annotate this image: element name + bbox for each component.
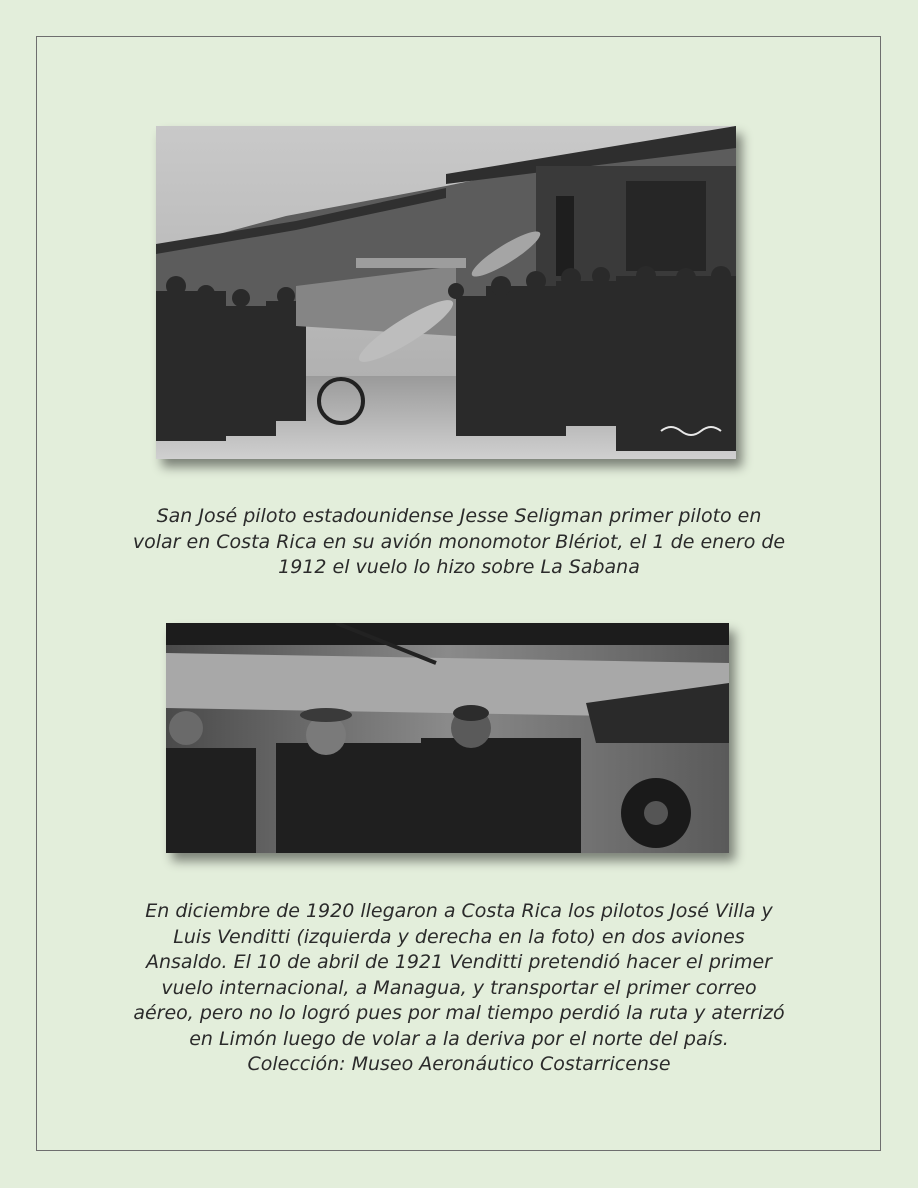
caption-first-photo (100, 504, 818, 581)
caption-line: Ansaldo. El 10 de abril de 1921 Venditti pretendió hacer el primer (145, 951, 772, 973)
photo-pilots-ansaldo (166, 623, 729, 853)
photo-bleriot-monoplane (156, 126, 736, 459)
caption-line: 1912 el vuelo lo hizo sobre La Sabana (278, 556, 640, 578)
caption-line: Colección: Museo Aeronáutico Costarricense (247, 1053, 671, 1075)
caption-second-photo (100, 899, 818, 1078)
caption-line: volar en Costa Rica en su avión monomotor Blériot, el 1 de enero de (132, 530, 786, 553)
caption-line: aéreo, pero no lo logró pues por mal tiempo perdió la ruta y aterrizó (133, 1002, 785, 1024)
caption-line: vuelo internacional, a Managua, y transportar el primer correo (161, 976, 757, 999)
caption-line: en Limón luego de volar a la deriva por el norte del país. (189, 1027, 729, 1050)
caption-line: En diciembre de 1920 llegaron a Costa Rica los pilotos José Villa y (145, 900, 773, 922)
caption-line: San José piloto estadounidense Jesse Seligman primer piloto en (156, 505, 762, 527)
caption-line: Luis Venditti (izquierda y derecha en la foto) en dos aviones (173, 925, 745, 948)
